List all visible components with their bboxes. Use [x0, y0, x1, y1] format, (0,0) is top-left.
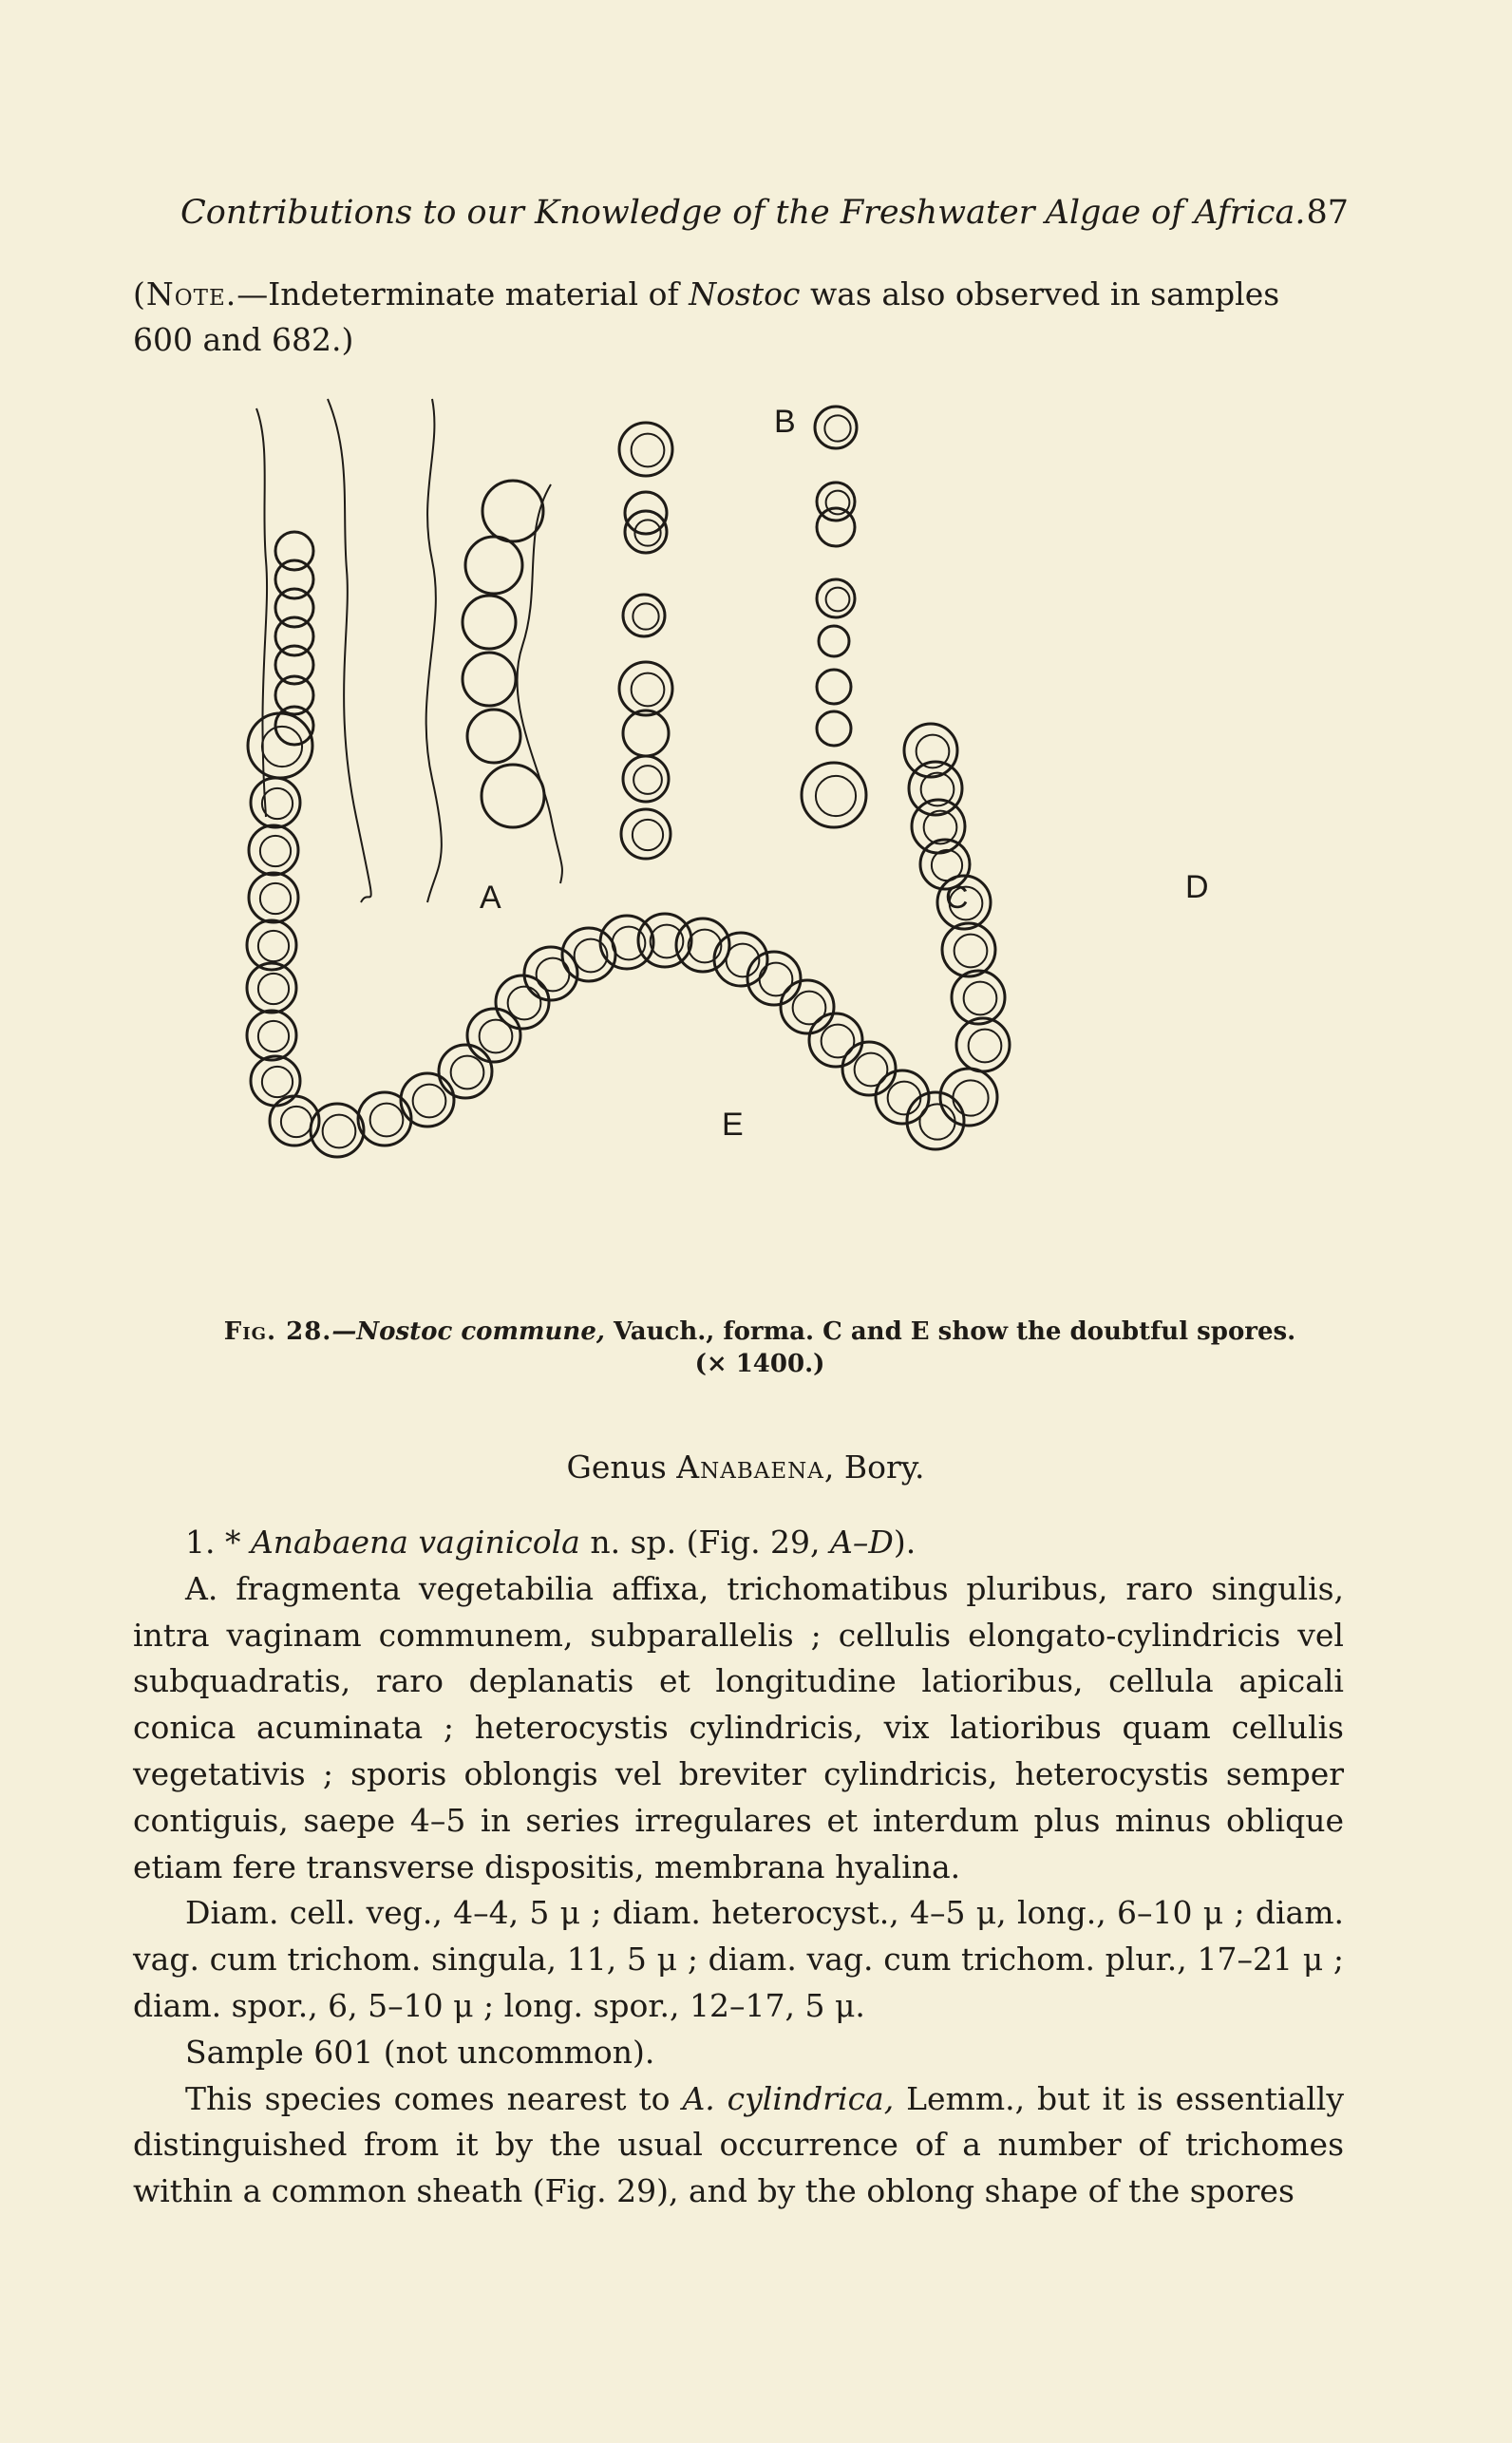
caption-text: Vauch., forma. C and E show the doubtful spores.	[604, 1317, 1296, 1346]
cell-d-5	[817, 670, 851, 704]
genus-author: , Bory.	[823, 1449, 925, 1486]
cell-e-0-inner	[262, 727, 302, 767]
cell-e-26-inner	[919, 1104, 954, 1139]
cell-a-4	[275, 646, 313, 684]
species-ref: n. sp. (Fig. 29,	[579, 1524, 831, 1561]
cell-c-6-inner	[633, 766, 662, 794]
note-paragraph	[133, 272, 1349, 363]
running-head-title: Contributions to our Knowledge of the Freshwater Algae of Africa.	[180, 194, 1306, 232]
cell-e-7-inner	[262, 1067, 293, 1097]
cell-e-3-inner	[260, 883, 291, 914]
cell-b-2	[463, 596, 516, 649]
cell-e-27-inner	[953, 1080, 988, 1115]
figure-label-c: C	[945, 880, 969, 916]
species-number: 1. *	[185, 1524, 251, 1561]
note-text-1: —Indeterminate material of	[236, 275, 690, 312]
cell-b-4	[467, 710, 520, 763]
cell-c-5	[623, 710, 669, 756]
cell-d-4	[819, 626, 849, 656]
cell-e-32-inner	[932, 850, 962, 881]
sheath-a-right	[328, 399, 371, 902]
caption-species: —Nostoc commune,	[331, 1317, 605, 1346]
sheath-b-right	[517, 484, 561, 883]
sheath-a-left	[256, 408, 267, 817]
latin-description: A. fragmenta vegetabilia affixa, trichomatibus pluribus, raro singulis, intra vaginam communem, subparallelis ; cellulis elongato-cylindricis vel subquadratis, raro deplanatis et longitudine latioribus, cellula apicali conica acuminata ; heterocystis cylindricis, vix latioribus quam cellulis vegetativis ; sporis oblongis vel breviter cylindricis, heterocystis semper contiguis, saepe 4–5 in series irregulares et interdum plus minus oblique etiam fere transverse dispositis, membrana hyalina.	[133, 1569, 1344, 1885]
comparison-text-2: Lemm., but it is essentially distinguished from it by the usual occurrence of a number of trichomes within a common sheath (Fig. 29), and by the oblong shape of the spores	[133, 2079, 1345, 2210]
cell-e-28-inner	[969, 1030, 1002, 1063]
cell-c-0-inner	[632, 434, 665, 467]
comparison-paragraph	[133, 2076, 1344, 2215]
figure-label-e: E	[722, 1107, 744, 1143]
cell-c-4-inner	[632, 673, 665, 707]
note-text-2: was also observed in samples 600 and 682.)	[133, 275, 1280, 358]
cell-c-3-inner	[633, 603, 658, 629]
sample-paragraph: Sample 601 (not uncommon).	[185, 2033, 655, 2071]
note-genus: Nostoc	[689, 275, 801, 312]
species-heading	[133, 1520, 1344, 1566]
genus-prefix: Genus	[566, 1449, 677, 1486]
figure-label-a: A	[480, 880, 501, 916]
figure-28-illustration	[237, 370, 1209, 1301]
comparison-text-1: This species comes nearest to	[185, 2079, 683, 2117]
cell-e-25-inner	[888, 1082, 921, 1115]
cell-d-0-inner	[824, 415, 850, 441]
species-name: Anabaena vaginicola	[250, 1524, 580, 1561]
cell-a-5	[275, 676, 313, 714]
cell-b-3	[463, 653, 516, 706]
figure-label-b: B	[774, 404, 796, 440]
figure-caption	[190, 1316, 1330, 1380]
cell-e-29-inner	[964, 982, 997, 1015]
cell-e-6-inner	[258, 1021, 289, 1051]
comparison-species: A. cylindrica,	[682, 2079, 895, 2117]
measurements-paragraph: Diam. cell. veg., 4–4, 5 μ ; diam. heterocyst., 4–5 μ, long., 6–10 μ ; diam. vag. cum trichom. singula, 11, 5 μ ; diam. vag. cum trichom. plur., 17–21 μ ; diam. spor., 6, 5–10 μ ; long. spor., 12–17, 5 μ.	[133, 1894, 1344, 2024]
page-number: 87	[1306, 194, 1349, 232]
cell-e-30-inner	[954, 935, 988, 968]
cell-e-8-inner	[281, 1107, 312, 1137]
cell-e-11-inner	[413, 1085, 446, 1118]
cell-d-3-inner	[826, 588, 850, 612]
cell-e-4-inner	[258, 931, 289, 961]
note-lead: (Note.	[133, 275, 237, 312]
cell-d-6	[817, 711, 851, 746]
cell-b-0	[482, 481, 543, 541]
figure-label-d: D	[1185, 869, 1209, 905]
cell-e-1-inner	[262, 788, 293, 819]
cell-e-9-inner	[323, 1115, 356, 1148]
cell-e-12-inner	[451, 1056, 484, 1089]
cell-e-5-inner	[258, 974, 289, 1004]
body-text	[133, 1520, 1344, 2215]
cell-b-5	[482, 765, 544, 827]
cell-e-2-inner	[260, 836, 291, 866]
cell-c-7-inner	[633, 820, 663, 850]
sheath-b-left	[426, 399, 442, 902]
running-head	[180, 190, 1349, 236]
caption-magnification: (× 1400.)	[694, 1350, 825, 1378]
genus-heading	[133, 1449, 1358, 1486]
species-end: ).	[893, 1524, 917, 1561]
cell-b-1	[465, 537, 522, 594]
cell-d-7-inner	[816, 776, 856, 816]
caption-fig-number: Fig. 28.	[223, 1317, 332, 1346]
cell-e-10-inner	[370, 1104, 404, 1137]
cell-e-14-inner	[508, 987, 541, 1020]
genus-name: Anabaena	[676, 1449, 824, 1486]
species-fig-ref: A–D	[830, 1524, 894, 1561]
